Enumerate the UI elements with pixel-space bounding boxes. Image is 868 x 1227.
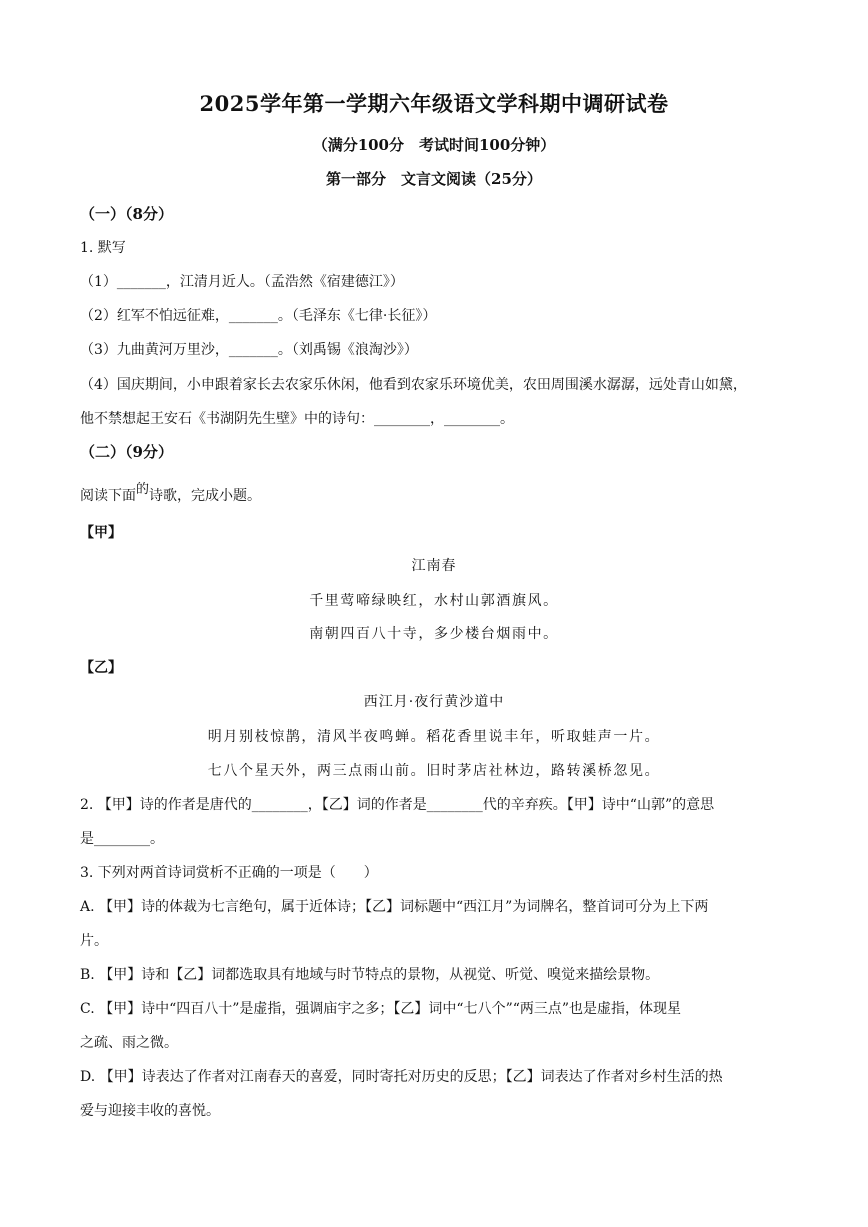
option-d: D. 【甲】诗表达了作者对江南春天的喜爱，同时寄托对历史的反思；【乙】词表达了作者对乡村生活的热 xyxy=(80,1069,723,1085)
option-b: B. 【甲】诗和【乙】词都选取具有地域与时节特点的景物，从视觉、听觉、嗅觉来描绘景物。 xyxy=(80,967,660,983)
exam-subtitle: （满分100分 考试时间100分钟） xyxy=(312,136,556,154)
q1-item-3: （3）九曲黄河万里沙，_______。（刘禹锡《浪淘沙》） xyxy=(80,342,418,358)
section-1-label: （一）（8分） xyxy=(80,205,173,223)
poem-yi-line-1: 明月别枝惊鹊，清风半夜鸣蝉。稻花香里说丰年，听取蛙声一片。 xyxy=(207,729,661,745)
question-3-stem: 3. 下列对两首诗词赏析不正确的一项是（ ） xyxy=(80,865,378,881)
reading-intro: 阅读下面的诗歌，完成小题。 xyxy=(80,482,262,504)
exam-title: 2025学年第一学期六年级语文学科期中调研试卷 xyxy=(199,91,669,116)
poem-yi-line-2: 七八个星天外，两三点雨山前。旧时茅店社林边，路转溪桥忽见。 xyxy=(207,763,661,779)
part-heading: 第一部分 文言文阅读（25分） xyxy=(326,170,542,188)
poem-jia-line-2: 南朝四百八十寺，多少楼台烟雨中。 xyxy=(309,626,559,642)
poem-jia-label: 【甲】 xyxy=(80,525,122,541)
question-1-label: 1. 默写 xyxy=(80,240,126,256)
question-2-line-2: 是________。 xyxy=(80,831,164,847)
option-d-cont: 爱与迎接丰收的喜悦。 xyxy=(80,1103,220,1119)
poem-jia-title: 江南春 xyxy=(411,558,457,574)
poem-yi-title: 西江月·夜行黄沙道中 xyxy=(363,694,505,710)
option-c-cont: 之疏、雨之微。 xyxy=(80,1035,178,1051)
option-c: C. 【甲】诗中“四百八十”是虚指，强调庙宇之多；【乙】词中“七八个”“两三点”也是虚指，体现星 xyxy=(80,1001,682,1017)
poem-jia-line-1: 千里莺啼绿映红，水村山郭酒旗风。 xyxy=(309,593,559,609)
q1-item-4-cont: 他不禁想起王安石《书湖阴先生壁》中的诗句：________，________。 xyxy=(80,411,514,427)
option-a: A. 【甲】诗的体裁为七言绝句，属于近体诗；【乙】词标题中“西江月”为词牌名，整首词可分为上下两 xyxy=(80,899,709,915)
q1-item-4: （4）国庆期间，小申跟着家长去农家乐休闲，他看到农家乐环境优美，农田周围溪水潺潺，远处青山如黛， xyxy=(80,377,747,393)
question-2-line-1: 2. 【甲】诗的作者是唐代的________，【乙】词的作者是________代的辛弃疾。【甲】诗中“山郭”的意思 xyxy=(80,797,715,813)
option-a-cont: 片。 xyxy=(80,933,108,949)
q1-item-1: （1）_______，江清月近人。（孟浩然《宿建德江》） xyxy=(80,274,404,290)
poem-yi-label: 【乙】 xyxy=(80,660,122,676)
q1-item-2: （2）红军不怕远征难，_______。（毛泽东《七律·长征》） xyxy=(80,308,437,324)
section-2-label: （二）（9分） xyxy=(80,443,173,461)
